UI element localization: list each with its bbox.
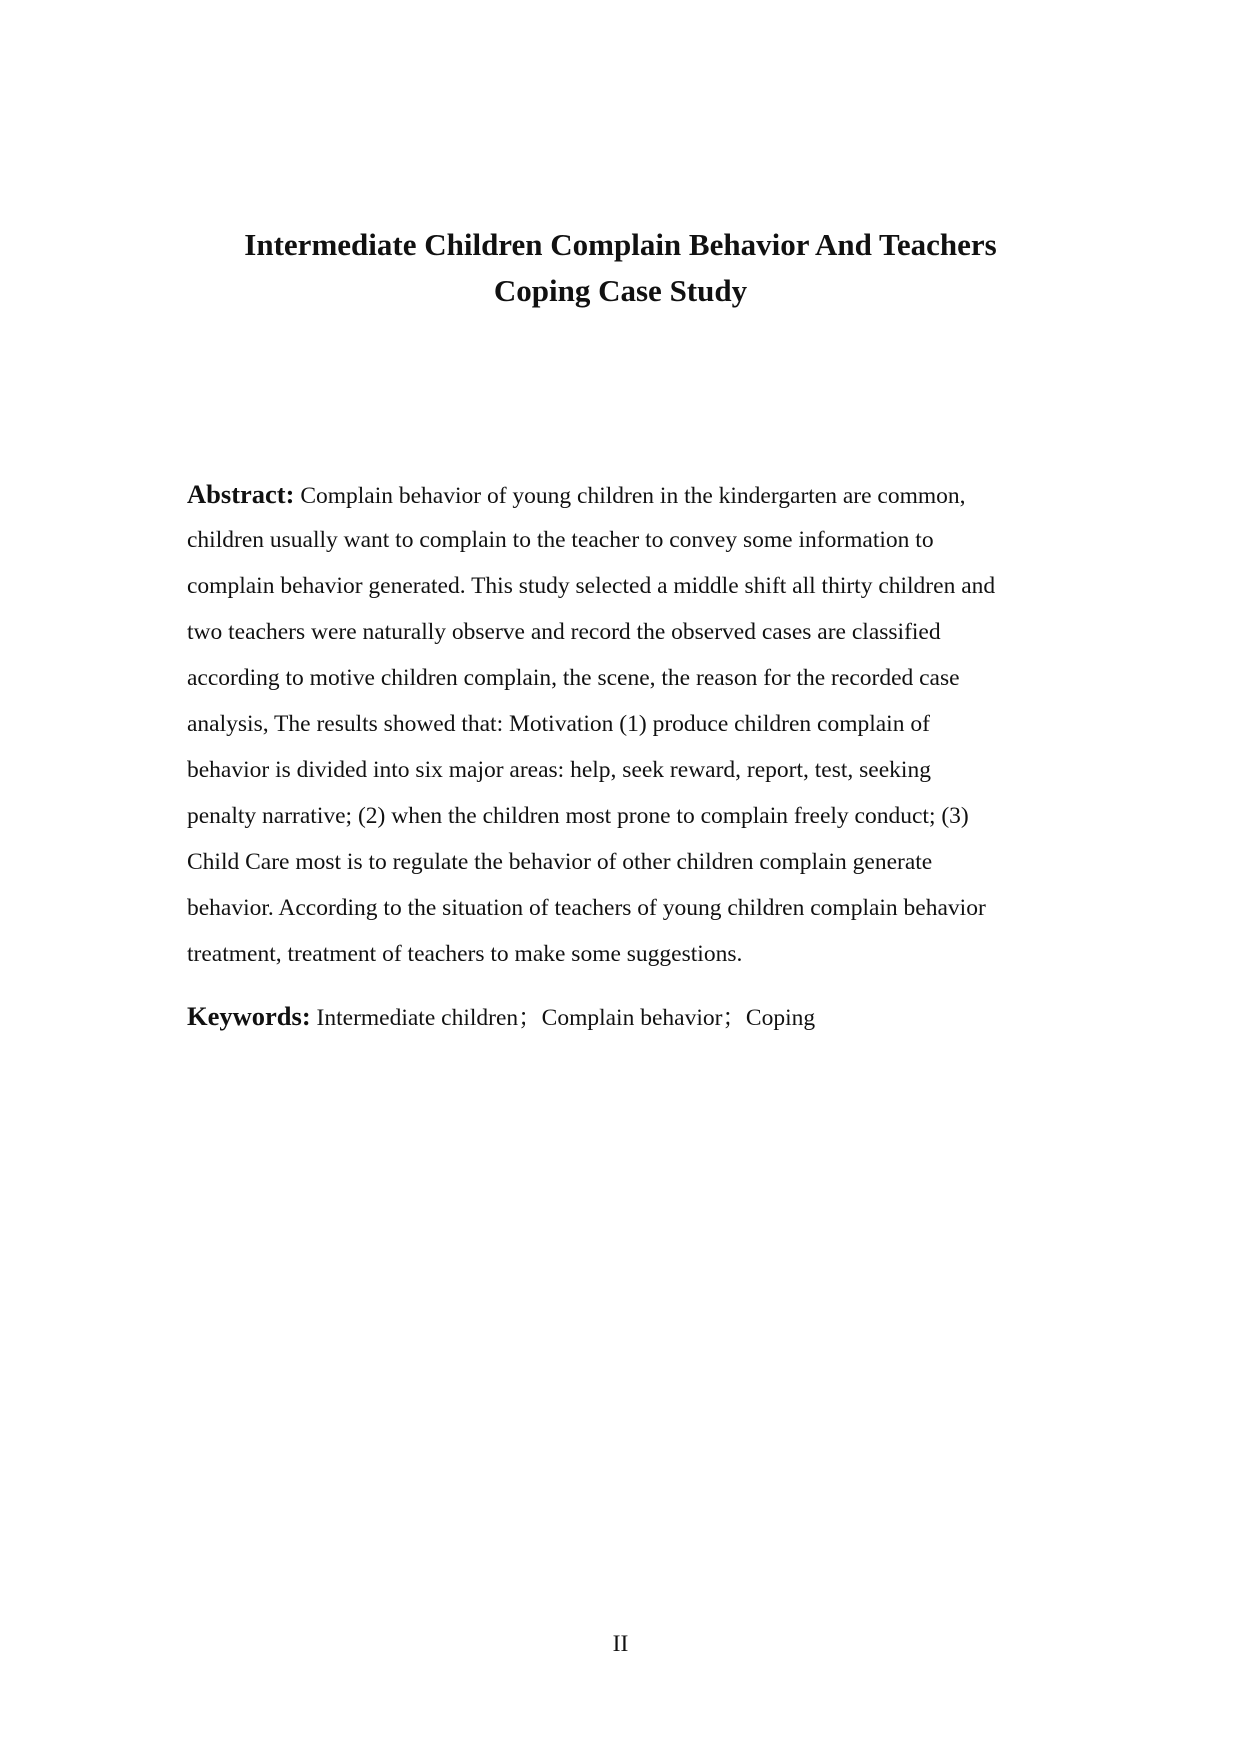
- title-line-2: Coping Case Study: [493, 273, 748, 308]
- abstract-line-11: treatment, treatment of teachers to make some suggestions.: [187, 941, 743, 967]
- keywords-line: [187, 993, 1067, 1041]
- abstract-line-8: penalty narrative; (2) when the children most prone to complain freely conduct; (3): [187, 803, 969, 829]
- abstract-section: [187, 471, 1067, 977]
- abstract-line-1: [187, 471, 1067, 517]
- abstract-line-10: behavior. According to the situation of teachers of young children complain behavior: [187, 895, 986, 921]
- abstract-line-7: behavior is divided into six major areas: help, seek reward, report, test, seeking: [187, 757, 931, 783]
- title-line-1: Intermediate Children Complain Behavior And Teachers: [244, 227, 997, 262]
- abstract-line-2: children usually want to complain to the teacher to convey some information to: [187, 527, 934, 553]
- abstract-line-3: complain behavior generated. This study selected a middle shift all thirty children and: [187, 573, 996, 599]
- abstract-line-5: according to motive children complain, the scene, the reason for the recorded case: [187, 665, 960, 691]
- abstract-line-9: Child Care most is to regulate the behavior of other children complain generate: [187, 849, 933, 875]
- page-number: II: [612, 1631, 629, 1657]
- abstract-line-6: analysis, The results showed that: Motivation (1) produce children complain of: [187, 711, 930, 737]
- abstract-text-1: Complain behavior of young children in the kindergarten are common,: [294, 483, 966, 509]
- keywords-label: Keywords:: [187, 1001, 311, 1031]
- abstract-label: Abstract:: [187, 479, 295, 509]
- document-title: [150, 222, 1091, 314]
- keywords-text: Intermediate children；Complain behavior；Coping: [310, 1005, 816, 1031]
- abstract-line-4: two teachers were naturally observe and record the observed cases are classified: [187, 619, 941, 645]
